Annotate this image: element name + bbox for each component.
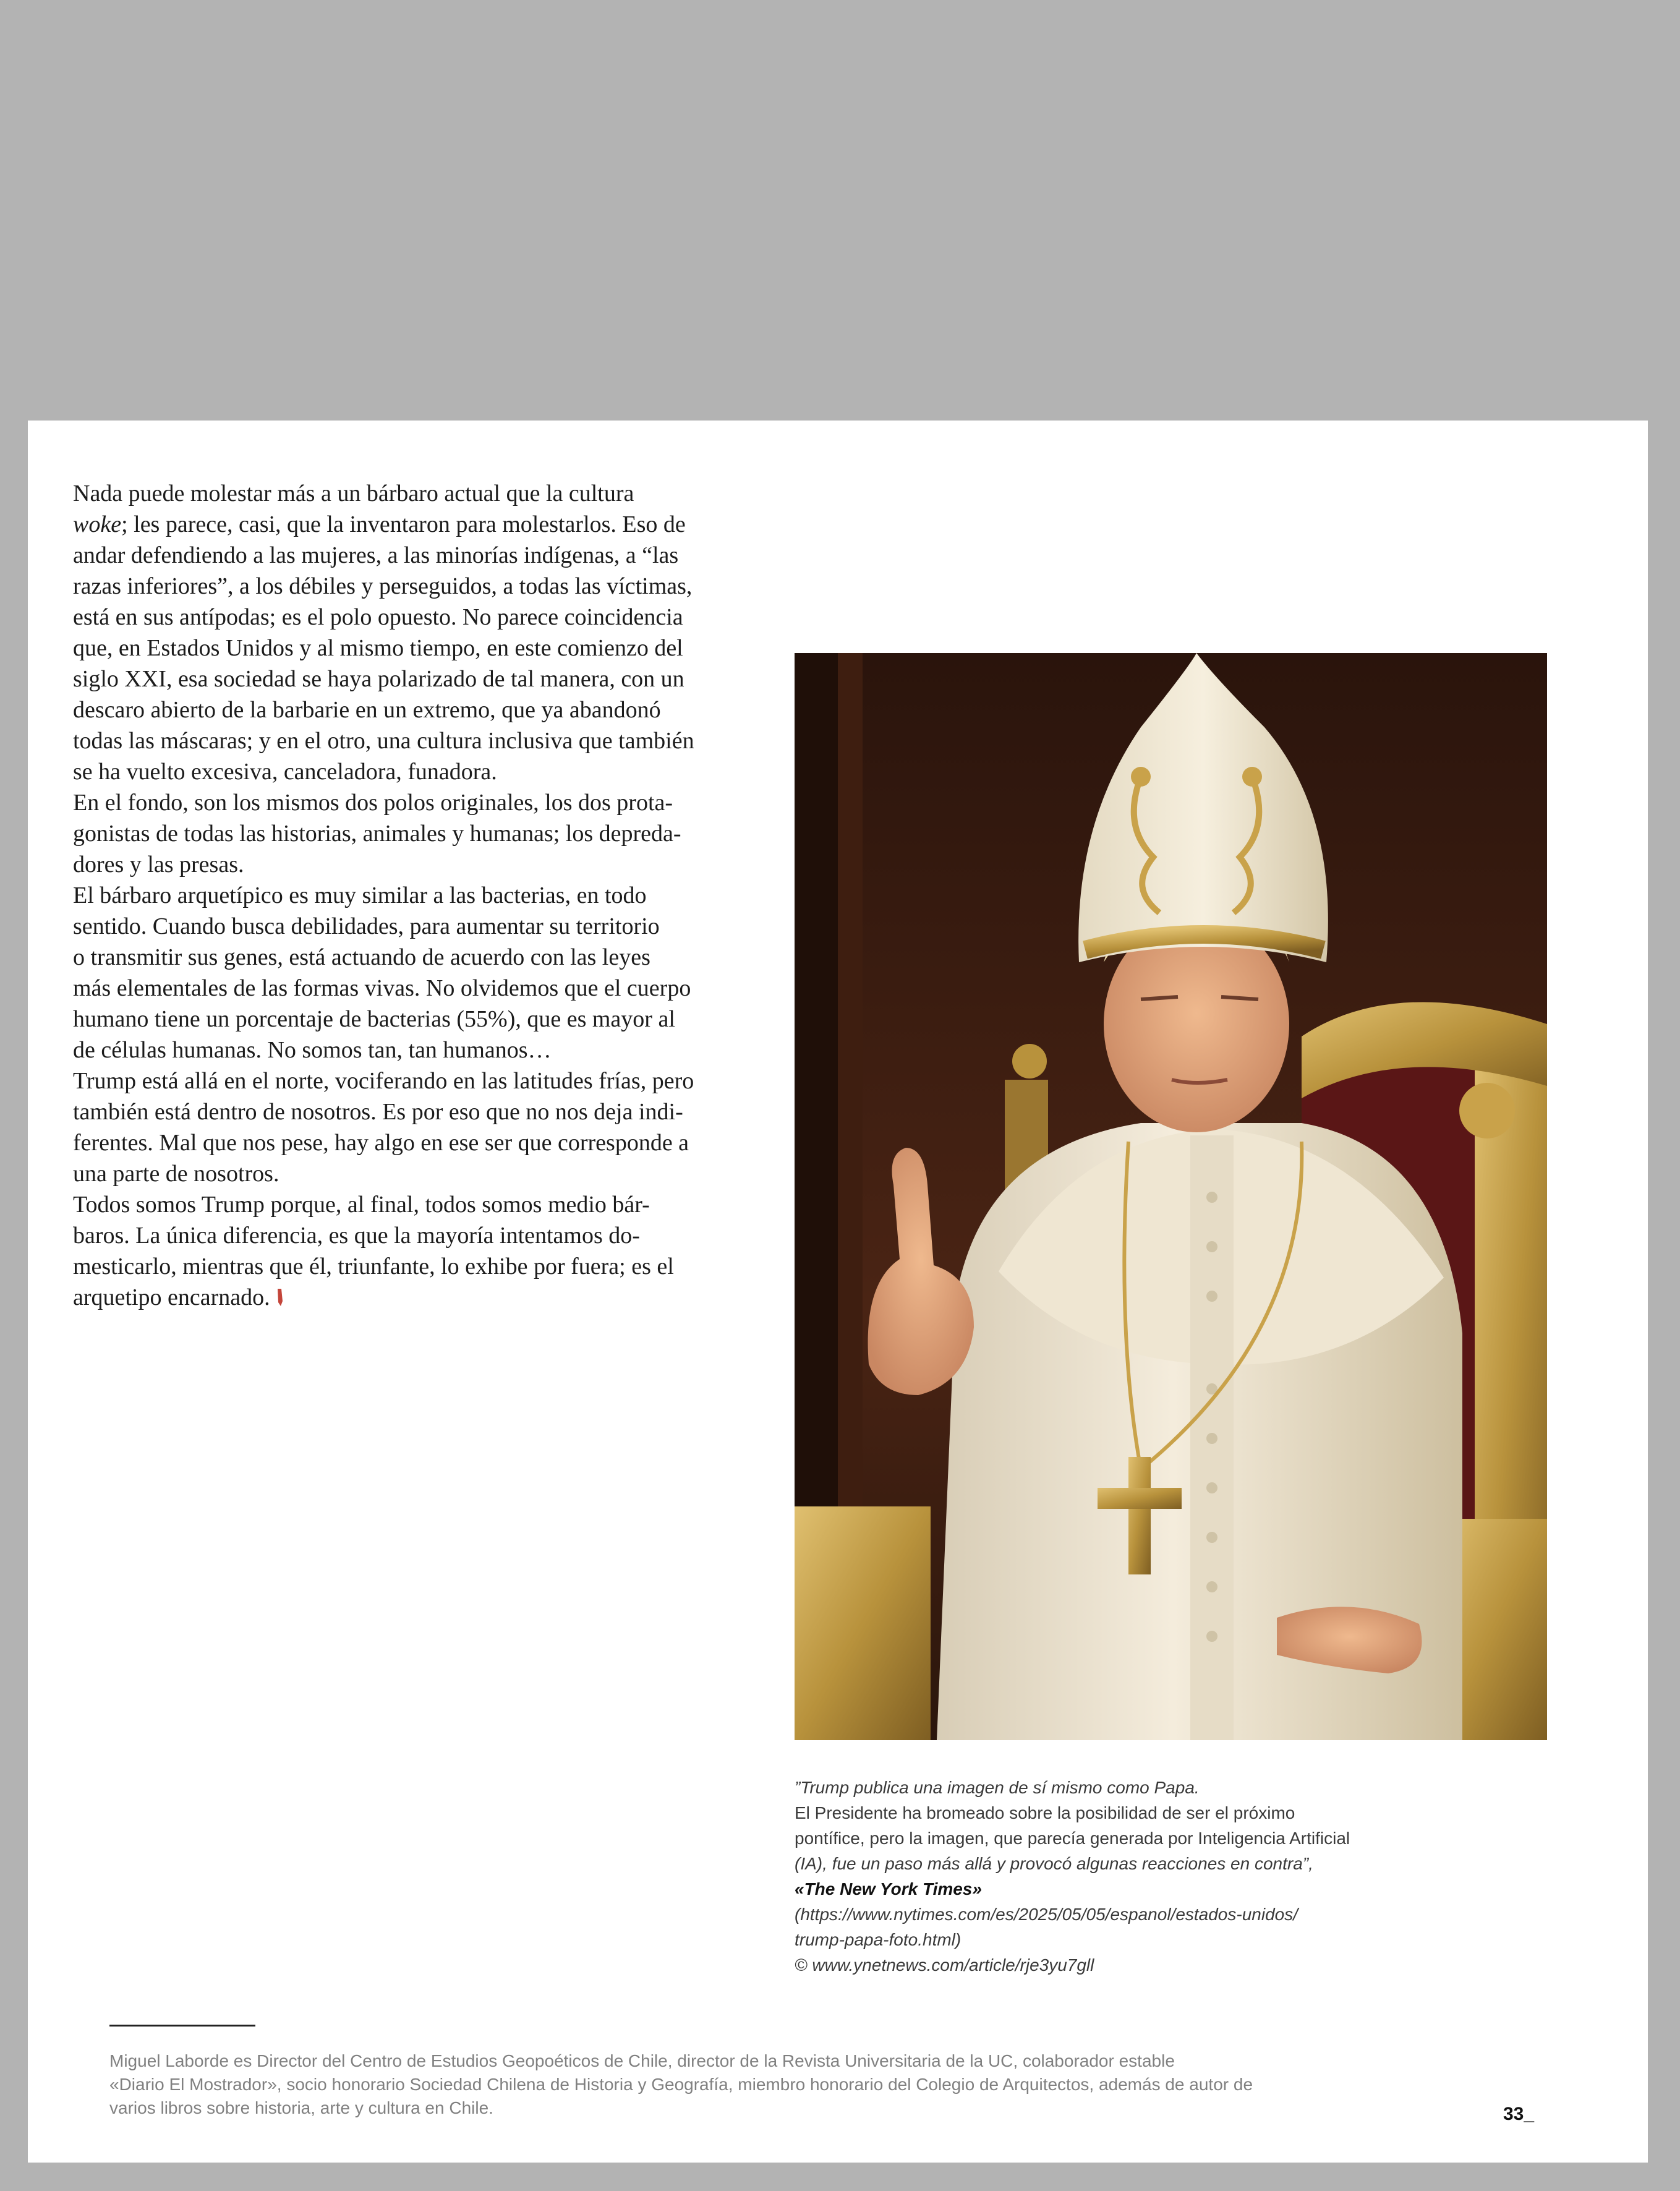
line-text: Todos somos Trump porque, al final, todos somos medio bár- xyxy=(73,1192,650,1218)
article-paragraph xyxy=(73,787,784,880)
caption-line: pontífice, pero la imagen, que parecía generada por Inteligencia Artificial xyxy=(795,1829,1350,1848)
line-text: ferentes. Mal que nos pese, hay algo en ese ser que corresponde a xyxy=(73,1130,689,1156)
line-text: sentido. Cuando busca debilidades, para aumentar su territorio xyxy=(73,913,660,939)
article-line xyxy=(73,759,497,785)
line-text: En el fondo, son los mismos dos polos originales, los dos prota- xyxy=(73,790,673,816)
article-line xyxy=(73,944,650,970)
line-text: también está dentro de nosotros. Es por eso que no nos deja indi- xyxy=(73,1099,683,1125)
line-text: todas las máscaras; y en el otro, una cultura inclusiva que también xyxy=(73,728,694,754)
line-text: mesticarlo, mientras que él, triunfante, lo exhibe por fuera; es el xyxy=(73,1254,674,1279)
article-line xyxy=(73,1284,284,1310)
emphasized-term: woke xyxy=(73,511,122,537)
line-text: siglo XXI, esa sociedad se haya polarizado de tal manera, con un xyxy=(73,666,684,692)
line-text: arquetipo encarnado. xyxy=(73,1284,270,1310)
article-paragraph xyxy=(73,1066,784,1189)
line-text: humano tiene un porcentaje de bacterias (55%), que es mayor al xyxy=(73,1006,675,1032)
line-text: razas inferiores”, a los débiles y perseguidos, a todas las víctimas, xyxy=(73,573,693,599)
footnote-line: «Diario El Mostrador», socio honorario Sociedad Chilena de Historia y Geografía, miembro honorario del Colegio de Arquitectos, además de autor de xyxy=(109,2075,1253,2094)
line-text: Nada puede molestar más a un bárbaro actual que la cultura xyxy=(73,480,634,506)
article-line xyxy=(73,1068,694,1094)
caption-line: (https://www.nytimes.com/es/2025/05/05/espanol/estados-unidos/ xyxy=(795,1905,1298,1924)
article-line xyxy=(73,1037,552,1063)
line-text: descaro abierto de la barbarie en un extremo, que ya abandonó xyxy=(73,697,661,723)
line-text: El bárbaro arquetípico es muy similar a las bacterias, en todo xyxy=(73,882,647,908)
footnote-line: Miguel Laborde es Director del Centro de Estudios Geopoéticos de Chile, director de la Revista Universitaria de la UC, colaborador estable xyxy=(109,2051,1175,2070)
article-line xyxy=(73,1192,650,1218)
line-text: Trump está allá en el norte, vociferando en las latitudes frías, pero xyxy=(73,1068,694,1094)
article-line xyxy=(73,635,683,661)
line-text: de células humanas. No somos tan, tan humanos… xyxy=(73,1037,552,1063)
author-bio-footnote xyxy=(109,2049,1346,2120)
line-text: o transmitir sus genes, está actuando de acuerdo con las leyes xyxy=(73,944,650,970)
article-line xyxy=(73,511,686,537)
line-text: está en sus antípodas; es el polo opuesto. No parece coincidencia xyxy=(73,604,683,630)
line-text: se ha vuelto excesiva, canceladora, funadora. xyxy=(73,759,497,785)
article-line xyxy=(73,697,661,723)
article-body xyxy=(73,478,784,1313)
pope-portrait-illustration xyxy=(795,653,1547,1740)
article-line xyxy=(73,1161,279,1187)
article-line xyxy=(73,852,244,878)
line-text: dores y las presas. xyxy=(73,852,244,878)
magazine-page xyxy=(28,421,1648,2163)
line-text: gonistas de todas las historias, animales y humanas; los depreda- xyxy=(73,821,681,847)
page-number: 33_ xyxy=(1503,2104,1535,2124)
article-line xyxy=(73,913,660,939)
footnote-divider xyxy=(109,2025,255,2027)
caption-line: (IA), fue un paso más allá y provocó algunas reacciones en contra”, xyxy=(795,1854,1313,1873)
article-line xyxy=(73,1006,675,1032)
article-line xyxy=(73,821,681,847)
article-line xyxy=(73,542,678,568)
article-line xyxy=(73,882,647,908)
caption-line: El Presidente ha bromeado sobre la posibilidad de ser el próximo xyxy=(795,1803,1295,1822)
line-text: baros. La única diferencia, es que la mayoría intentamos do- xyxy=(73,1223,640,1249)
article-line xyxy=(73,604,683,630)
line-text: ; les parece, casi, que la inventaron para molestarlos. Eso de xyxy=(121,511,686,537)
footnote-line: varios libros sobre historia, arte y cultura en Chile. xyxy=(109,2098,493,2117)
caption-line: ”Trump publica una imagen de sí mismo como Papa. xyxy=(795,1778,1200,1797)
article-photo xyxy=(795,653,1547,1740)
article-line xyxy=(73,975,691,1001)
article-paragraph xyxy=(73,478,784,787)
line-text: andar defendiendo a las mujeres, a las minorías indígenas, a “las xyxy=(73,542,679,568)
article-line xyxy=(73,1099,683,1125)
line-text: una parte de nosotros. xyxy=(73,1161,279,1187)
caption-source: «The New York Times» xyxy=(795,1879,982,1898)
article-line xyxy=(73,480,634,506)
article-line xyxy=(73,1254,674,1279)
article-line xyxy=(73,1130,689,1156)
article-paragraph xyxy=(73,880,784,1066)
photo-caption xyxy=(795,1775,1413,1978)
line-text: que, en Estados Unidos y al mismo tiempo, en este comienzo del xyxy=(73,635,683,661)
article-line xyxy=(73,790,673,816)
article-line xyxy=(73,666,684,692)
article-line xyxy=(73,728,694,754)
article-paragraph xyxy=(73,1189,784,1313)
article-line xyxy=(73,573,692,599)
caption-line: trump-papa-foto.html) xyxy=(795,1930,962,1949)
line-text: más elementales de las formas vivas. No olvidemos que el cuerpo xyxy=(73,975,691,1001)
end-of-article-icon xyxy=(276,1288,284,1307)
article-line xyxy=(73,1223,640,1249)
caption-line: © www.ynetnews.com/article/rje3yu7gll xyxy=(795,1955,1094,1975)
